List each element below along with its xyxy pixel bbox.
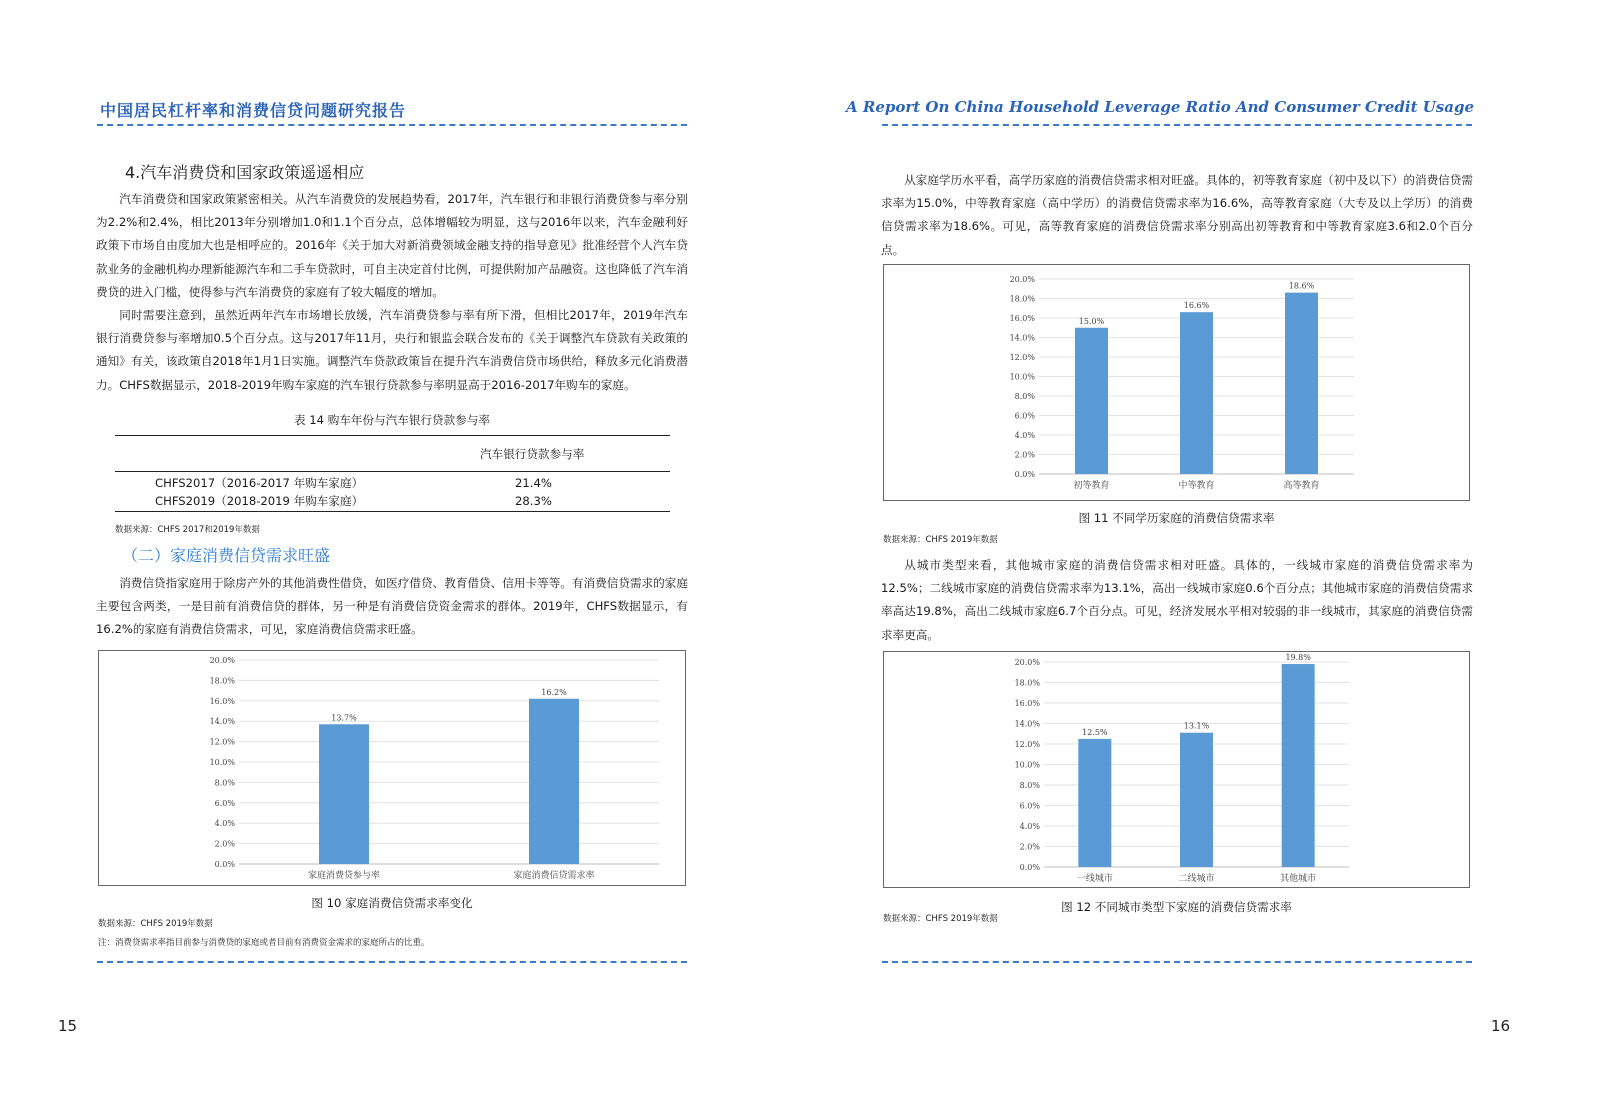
y-tick-label: 16.0% [1014,699,1040,708]
x-category-label: 中等教育 [1178,481,1215,491]
y-tick-label: 12.0% [209,737,235,747]
table-caption: 表 14 购车年份与汽车银行贷款参与率 [293,413,491,427]
running-head-en: A Report On China Household Leverage Ratio And Consumer Credit Usage [846,98,1474,116]
section-title-auto-loan: 4.汽车消费贷和国家政策遥遥相应 [125,163,365,182]
x-category-label: 二线城市 [1178,874,1215,884]
data-label: 13.7% [331,713,357,723]
y-tick-label: 2.0% [1019,842,1040,852]
bar [529,699,579,864]
header-divider [97,124,687,126]
figure-11-caption: 图 11 不同学历家庭的消费信贷需求率 [1078,511,1275,525]
y-tick-label: 4.0% [1019,822,1040,831]
y-tick-label: 18.0% [1014,678,1040,688]
page-number: 15 [58,1017,78,1035]
y-tick-label: 2.0% [214,839,235,849]
y-tick-label: 20.0% [1009,275,1035,284]
figure-10-caption: 图 10 家庭消费信贷需求率变化 [311,896,473,910]
x-category-label: 家庭消费贷参与率 [307,871,381,881]
y-tick-label: 0.0% [214,860,235,869]
y-tick-label: 14.0% [1009,333,1035,343]
bar [1180,312,1213,474]
table-row-label: CHFS2019（2018-2019 年购车家庭） [155,494,364,509]
table-row-value: 21.4% [515,475,552,490]
x-category-label: 家庭消费信贷需求率 [513,871,595,881]
data-label: 16.6% [1183,301,1210,311]
bar [1075,328,1108,474]
y-tick-label: 18.0% [209,676,235,686]
y-tick-label: 4.0% [1014,431,1035,440]
y-tick-label: 4.0% [214,819,235,829]
chart-svg [884,652,1469,887]
bar [1282,664,1315,867]
y-tick-label: 16.0% [209,696,235,706]
table-row-label: CHFS2017（2016-2017 年购车家庭） [155,475,364,490]
footer-divider [97,961,687,963]
y-tick-label: 14.0% [209,717,235,727]
y-tick-label: 20.0% [1014,658,1040,667]
paragraph-auto-loan-policy: 汽车消费贷和国家政策紧密相关。从汽车消费贷的发展趋势看，2017年，汽车银行和非银行消费贷参与率分别为2.2%和2.4%，相比2013年分别增加1.0和1.1个百分点，总体增幅较为明显，这与2016年以来，汽车金融利好政策下市场自由度加大也是相呼应的。2016年《关于加大对新消费领域金融支持的指导意见》批准经营个人汽车贷款业务的金融机构办理新能源汽车和二手车贷款时，可自主决定首付比例，可提供附加产品融资。这也降低了汽车消费贷的进入门槛，使得参与汽车消费贷的家庭有了较大幅度的增加。 [96,192,688,299]
data-label: 19.8% [1285,653,1311,663]
paragraph-consumer-credit: 消费信贷指家庭用于除房产外的其他消费性借贷，如医疗借贷、教育借贷、信用卡等等。有消费信贷需求的家庭主要包含两类，一是目前有消费信贷的群体，另一种是有消费信贷资金需求的群体。2019年，CHFS数据显示，有16.2%的家庭有消费信贷需求，可见，家庭消费信贷需求旺盛。 [96,576,688,637]
data-label: 12.5% [1082,727,1108,737]
paragraph-city-demand: 从城市类型来看，其他城市家庭的消费信贷需求相对旺盛。具体的，一线城市家庭的消费信贷需求率为12.5%；二线城市家庭的消费信贷需求率为13.1%，高出一线城市家庭0.6个百分点；其他城市家庭的消费信贷需求率高达19.8%，高出二线城市家庭6.7个百分点。可见，经济发展水平相对较弱的非一线城市，其家庭的消费信贷需求率更高。 [881,558,1473,642]
y-tick-label: 10.0% [1014,760,1040,770]
running-head-cn: 中国居民杠杆率和消费信贷问题研究报告 [100,101,407,120]
paragraph-education-demand: 从家庭学历水平看，高学历家庭的消费信贷需求相对旺盛。具体的，初等教育家庭（初中及以下）的消费信贷需求率为15.0%，中等教育家庭（高中学历）的消费信贷需求率为16.6%，高等教育家庭（大专及以上学历）的消费信贷需求率为18.6%。可见，高等教育家庭的消费信贷需求率分别高出初等教育和中等教育家庭3.6和2.0个百分点。 [881,173,1473,257]
figure-12-caption: 图 12 不同城市类型下家庭的消费信贷需求率 [1061,900,1292,914]
figure-11-source: 数据来源：CHFS 2019年数据 [883,535,998,545]
data-label: 13.1% [1183,721,1210,731]
y-tick-label: 8.0% [1019,781,1040,790]
data-label: 18.6% [1288,281,1315,291]
table-row [115,472,670,492]
y-tick-label: 0.0% [1019,863,1040,872]
right-page [804,0,1609,1098]
y-tick-label: 8.0% [214,778,235,788]
bar [1078,739,1111,867]
table-row [115,492,670,512]
table-source: 数据来源：CHFS 2017和2019年数据 [115,525,260,535]
y-tick-label: 6.0% [1014,411,1035,421]
y-tick-label: 12.0% [1014,740,1040,749]
x-category-label: 一线城市 [1076,874,1113,884]
body-text-block [96,188,688,397]
y-tick-label: 2.0% [1014,450,1035,460]
chart-consumer-credit-demand [98,650,686,886]
figure-10-note: 注：消费贷需求率指目前参与消费贷的家庭或者目前有消费资金需求的家庭所占的比重。 [98,938,430,948]
subsection-title-demand: （二）家庭消费信贷需求旺盛 [122,546,331,565]
y-tick-label: 6.0% [1019,801,1040,811]
data-label: 16.2% [541,687,567,697]
chart-svg [99,651,685,885]
x-category-label: 其他城市 [1280,874,1317,884]
y-tick-label: 16.0% [1009,314,1035,323]
figure-10-source: 数据来源：CHFS 2019年数据 [98,919,213,929]
y-tick-label: 10.0% [1009,372,1035,382]
figure-12-source: 数据来源：CHFS 2019年数据 [883,914,998,924]
y-tick-label: 6.0% [214,798,235,808]
x-category-label: 初等教育 [1073,481,1110,491]
y-tick-label: 18.0% [1009,294,1035,304]
table-row-value: 28.3% [515,494,552,509]
data-label: 15.0% [1078,316,1105,326]
y-tick-label: 14.0% [1014,719,1040,729]
bar [319,724,369,864]
chart-svg [884,265,1469,500]
header-divider [882,124,1472,126]
body-text-block-2 [96,572,688,642]
footer-divider [882,961,1472,963]
auto-loan-table [115,435,670,512]
y-tick-label: 0.0% [1014,470,1035,479]
body-text-block-2 [881,554,1473,647]
y-tick-label: 12.0% [1009,353,1035,362]
y-tick-label: 10.0% [209,758,235,767]
y-tick-label: 20.0% [209,656,235,665]
paragraph-auto-loan-trend: 同时需要注意到，虽然近两年汽车市场增长放缓，汽车消费贷参与率有所下滑，但相比2017年，2019年汽车银行消费贷参与率增加0.5个百分点。这与2017年11月，央行和银监会联合发布的《关于调整汽车贷款有关政策的通知》有关，该政策自2018年1月1日实施。调整汽车贷款政策旨在提升汽车消费信贷市场供给，释放多元化消费潜力。CHFS数据显示，2018-2019年购车家庭的汽车银行贷款参与率明显高于2016-2017年购车的家庭。 [96,308,688,392]
chart-city-demand [883,651,1470,888]
bar [1285,293,1318,474]
left-page [0,0,804,1098]
chart-education-demand [883,264,1470,501]
bar [1180,733,1213,867]
table-header-cell: 汽车银行贷款参与率 [480,446,585,461]
table-header-row [115,436,670,472]
x-category-label: 高等教育 [1283,481,1320,491]
page-number: 16 [1491,1017,1511,1035]
y-tick-label: 8.0% [1014,392,1035,401]
body-text-block [881,169,1473,262]
